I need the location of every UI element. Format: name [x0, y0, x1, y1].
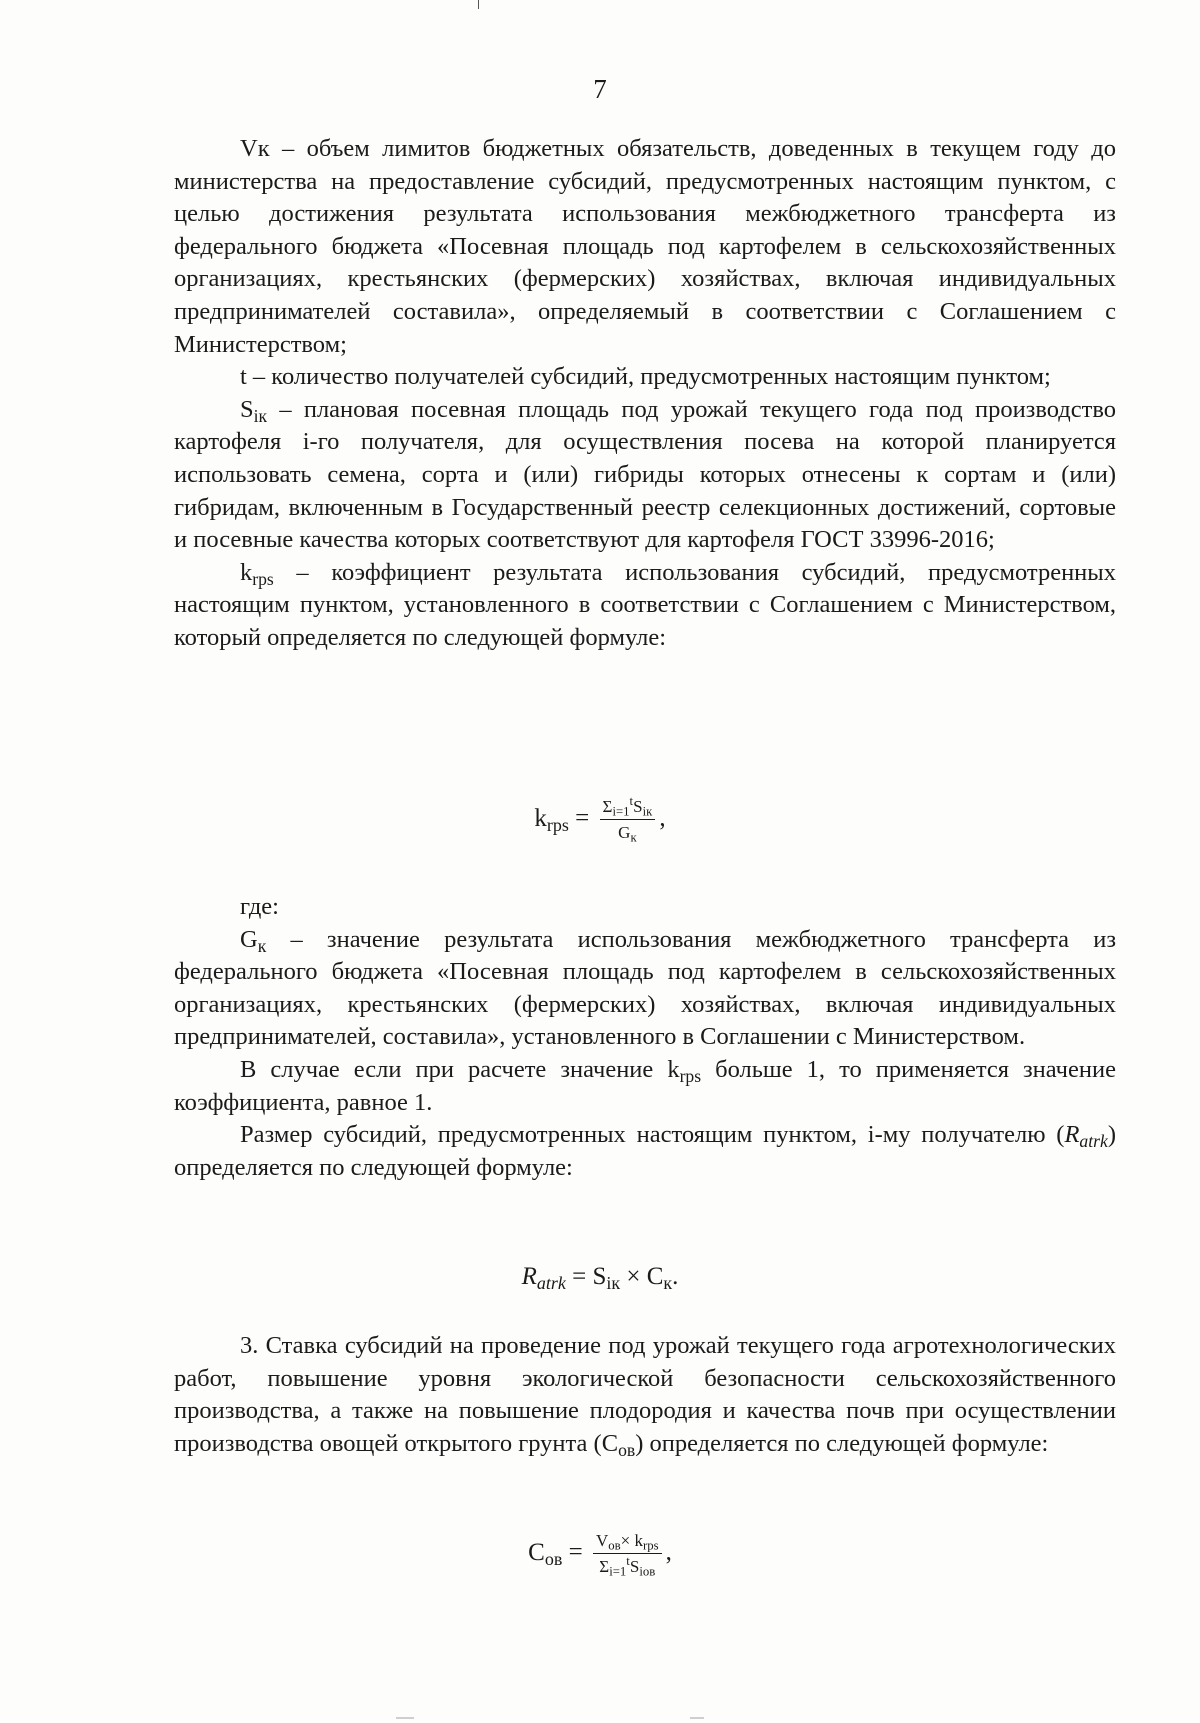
formula-comma: ,	[659, 804, 666, 832]
cov-symbol: $C_{ов}$	[601, 1429, 636, 1460]
krps-symbol: $k_{rps}$	[240, 558, 274, 589]
formula-krps-lhs: $k_{rps}$	[534, 804, 569, 835]
scan-smudge	[396, 1717, 414, 1719]
fraction-denominator: $G_к$	[618, 823, 637, 845]
formula-cov-lhs: $C_{ов}$	[528, 1538, 563, 1569]
paragraph-sik-text: – плановая посевная площадь под урожай текущего года под производство картофеля i-го получателя, для осуществления посева на которой планируется использовать семена, сорта и (или) гибриды которых отнесены к сортам и (или) гибридам, включенным в Государственный реестр селекционных достижений, сортовые и посевные качества которых соответствуют для картофеля ГОСТ 33996-2016;	[174, 395, 1117, 554]
paragraph-krps	[174, 557, 1116, 655]
formula-cov	[0, 1531, 1200, 1577]
paragraph-sik	[174, 394, 1116, 557]
formula-ratrk-lhs: $R_{atrk}$	[521, 1263, 566, 1294]
fraction-numerator: $V_{ов}\times k_{rps}$	[593, 1531, 662, 1554]
equals-sign: =	[572, 1263, 587, 1290]
paragraph-where-text: где:	[240, 893, 279, 920]
page-number: 7	[593, 74, 607, 104]
krps-symbol: $k_{rps}$	[667, 1055, 702, 1086]
paragraph-krps-text: – коэффициент результата использования субсидий, предусмотренных настоящим пунктом, установленного в соответствии с Соглашением с Министерством, который определяется по следующей формуле:	[174, 558, 1116, 651]
formula-krps	[0, 794, 1200, 845]
sik-symbol: $S_{iк}$	[592, 1263, 621, 1294]
sik-symbol: $S_{iк}$	[240, 395, 268, 426]
fraction-numerator: $\Sigma_{i=1}^tS_{iк}$	[600, 797, 656, 820]
ck-symbol: $C_к$	[646, 1263, 673, 1294]
equals-sign: =	[568, 1538, 583, 1566]
paragraph-t-text: t – количество получателей субсидий, предусмотренных настоящим пунктом;	[240, 363, 1051, 391]
paragraph-where	[174, 891, 1116, 924]
formula-ratrk: $R_{atrk} = S_{iк} \times C_к$.	[521, 1263, 679, 1294]
scan-mark	[478, 0, 479, 9]
fraction	[600, 794, 656, 845]
paragraph-if: В случае если при расчете значение $k_{rps}$ больше 1, то применяется значение коэффициента, равное 1.	[174, 1055, 1116, 1116]
body-text-top	[174, 133, 1116, 655]
body-text-middle	[174, 891, 1116, 1184]
fraction	[593, 1531, 662, 1577]
fraction-denominator: $\Sigma_{i=1}^tS_{iов}$	[599, 1554, 656, 1579]
scan-smudge	[690, 1717, 704, 1719]
paragraph-vk-text: Vк – объем лимитов бюджетных обязательств, доведенных в текущем году до министерства на предоставление субсидий, предусмотренных настоящим пунктом, с целью достижения результата использования межбюджетного трансферта из федерального бюджета «Посевная площадь под картофелем в сельскохозяйственных организациях, крестьянских (фермерских) хозяйствах, включая индивидуальных предпринимателей составила», определяемый в соответствии с Соглашением с Министерством;	[174, 135, 1116, 358]
gk-symbol: $G_к$	[240, 925, 267, 956]
formula-comma: ,	[665, 1538, 672, 1566]
paragraph-gk	[174, 924, 1116, 1054]
paragraph-t	[174, 361, 1116, 394]
paragraph-gk-text: – значение результата использования межбюджетного трансферта из федерального бюджета «Посевная площадь под картофелем в сельскохозяйственных организациях, крестьянских (фермерских) хозяйствах, включая индивидуальных предпринимателей, составила», установленного в Соглашении с Министерством.	[174, 925, 1116, 1051]
body-text-bottom	[174, 1330, 1116, 1460]
times-sign: ×	[626, 1263, 641, 1290]
paragraph-size: Размер субсидий, предусмотренных настоящим пунктом, i-му получателю $(R_{atrk})$ определяется по следующей формуле:	[174, 1121, 1116, 1181]
ratrk-symbol: $R_{atrk}$	[1064, 1121, 1108, 1152]
paragraph-vk	[174, 133, 1116, 361]
paragraph-item-3: 3. Ставка субсидий на проведение под урожай текущего года агротехнологических работ, повышение уровня экологической безопасности сельскохозяйственного производства, а также на повышение плодородия и качества почв при осуществлении производства овощей открытого грунта $(C_{ов})$ определяется по следующей формуле:	[174, 1332, 1116, 1460]
equals-sign: =	[575, 804, 590, 832]
